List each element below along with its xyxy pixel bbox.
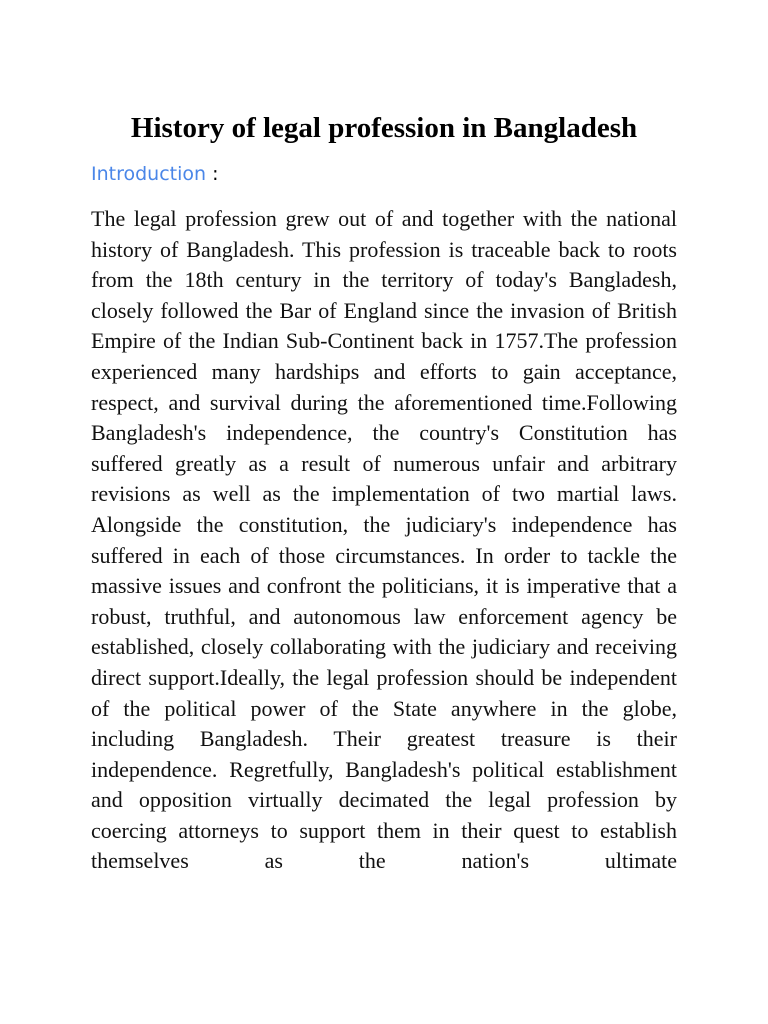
document-title: History of legal profession in Bangladesh — [130, 112, 638, 144]
section-heading-separator: : — [206, 163, 219, 185]
section-heading-label: Introduction — [91, 163, 207, 185]
body-paragraph: The legal profession grew out of and together with the national history of Bangladesh. This profession is traceable back to roots from the 18th century in the territory of today's Bangladesh, closely followed the Bar of England since the invasion of British Empire of the Indian Sub-Continent back in 1757.The profession experienced many hardships and efforts to gain acceptance, respect, and survival during the aforementioned time.Following Bangladesh's independence, the country's Constitution has suffered greatly as a result of numerous unfair and arbitrary revisions as well as the implementation of two martial laws. Alongside the constitution, the judiciary's independence has suffered in each of those circumstances. In order to tackle the massive issues and confront the politicians, it is imperative that a robust, truthful, and autonomous law enforcement agency be established, closely collaborating with the judiciary and receiving direct support.Ideally, the legal profession should be independent of the political power of the State anywhere in the globe, including Bangladesh. Their greatest treasure is their independence. Regretfully, Bangladesh's political establishment and opposition virtually decimated the legal profession by coercing attorneys to support them in their quest to establish themselves as the nation's ultimate — [91, 206, 677, 874]
section-heading — [91, 160, 219, 188]
